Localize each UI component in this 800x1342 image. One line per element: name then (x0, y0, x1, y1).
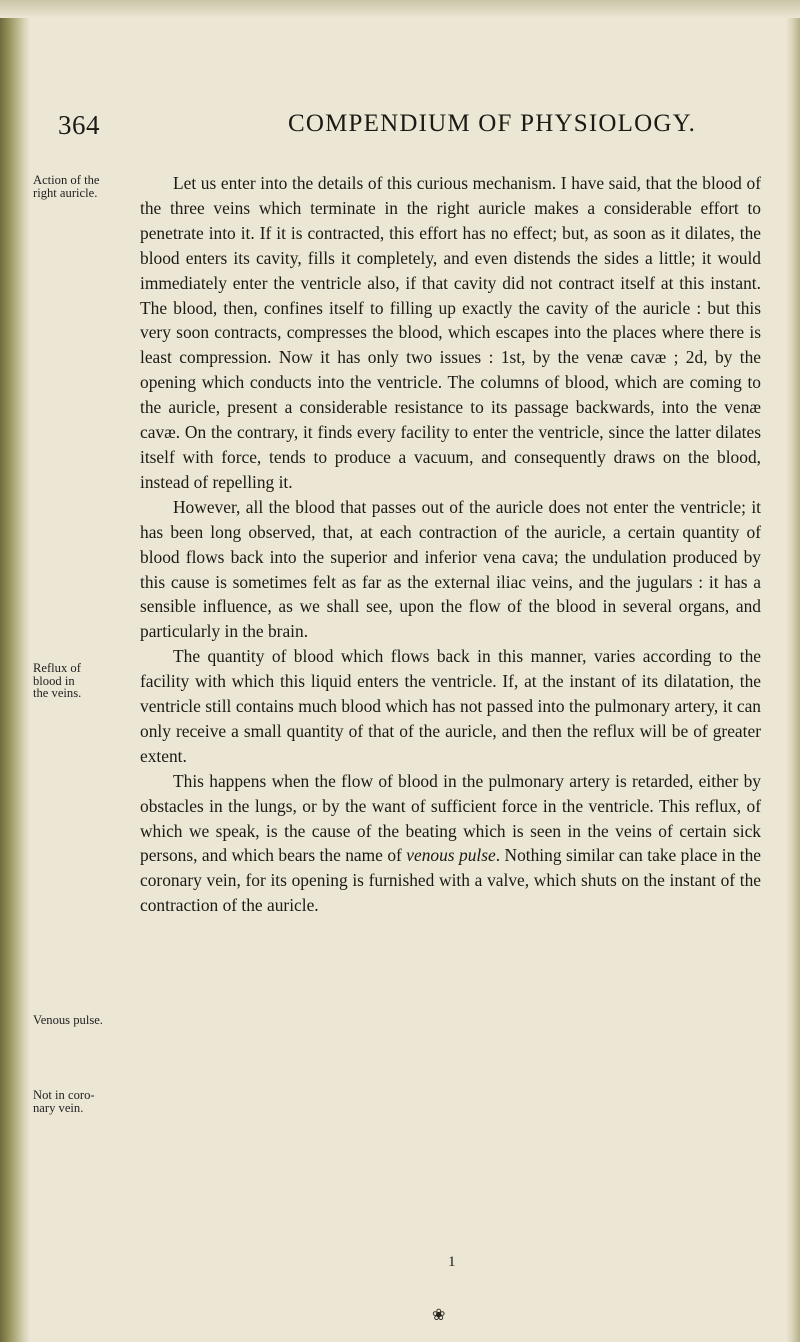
sidenote-venous-pulse (33, 1014, 133, 1027)
sidenote-not-in-coronary-vein (33, 1089, 133, 1114)
body-text (140, 171, 761, 918)
sidenote-line: nary vein. (33, 1100, 84, 1115)
sidenote-line: blood in (33, 673, 75, 688)
page-left-edge (0, 0, 30, 1342)
paragraph-text: . Nothing similar can take place in the coronary vein, for its opening is furnished with a valve, which shuts on the instant of the contraction of the auricle. (140, 845, 762, 916)
page-header (58, 110, 758, 150)
sidenote-line: Reflux of (33, 661, 81, 675)
paragraph-text: This happens when the flow of blood in the pulmonary artery is retarded, either by obstacles in the lungs, or by the want of sufficient force in the ventricle. This reflux, of which we speak, is the cause of the beating which is seen in the veins of certain sick persons, and which bears the name of (140, 770, 761, 866)
sidenote-line: right auricle. (33, 185, 98, 200)
page-number: 364 (58, 110, 100, 140)
italic-term: venous pulse (406, 845, 496, 866)
sidenote-line: Not in coro- (33, 1088, 95, 1102)
page-right-edge (786, 0, 800, 1342)
sidenote-line: Venous pulse. (33, 1013, 103, 1027)
sidenote-reflux-of-blood (33, 662, 133, 700)
signature-mark: 1 (448, 1254, 456, 1270)
paragraph: However, all the blood that passes out of the auricle does not enter the ventricle; it has been long observed, that, at each contraction of the auricle, a certain quantity of blood flows back into the superior and inferior vena cava; the undulation produced by this cause is sometimes felt as far as the external iliac veins, and the jugulars : it has a sensible influence, as we shall see, upon the flow of the blood in several organs, and particularly in the brain. (140, 496, 761, 642)
sidenote-line: Action of the (33, 173, 100, 187)
sidenote-action-of-auricle (33, 174, 133, 199)
paragraph (140, 769, 761, 918)
paragraph: Let us enter into the details of this curious mechanism. I have said, that the blood of the three veins which terminate in the right auricle makes a considerable effort to penetrate into it. If it is contracted, this effort has no effect; but, as soon as it dilates, the blood enters its cavity, fills it completely, and even distends the sides a little; it would immediately enter the ventricle also, if that cavity did not contract itself at this instant. The blood, then, confines itself to filling up exactly the cavity of the auricle : but this very soon contracts, compresses the blood, which escapes into the places where there is least compression. Now it has only two issues : 1st, by the venæ cavæ ; 2d, by the opening which conducts into the ventricle. The columns of blood, which are coming to the auricle, present a considerable resistance to its passage backwards, into the venæ cavæ. On the contrary, it finds every facility to enter the ventricle, since the latter dilates itself with force, tends to produce a vacuum, and consequently draws on the blood, instead of repelling it. (140, 173, 761, 492)
running-title: COMPENDIUM OF PHYSIOLOGY. (288, 110, 697, 137)
footer-ornament: ❀ (432, 1307, 446, 1324)
sidenote-line: the veins. (33, 686, 82, 700)
paragraph: The quantity of blood which flows back in this manner, varies according to the facility with which this liquid enters the ventricle. If, at the instant of its dilatation, the ventricle still contains much blood which has not passed into the pulmonary artery, it can only receive a small quantity of that of the auricle, and then the reflux will be of greater extent. (140, 646, 761, 766)
page-top-edge (0, 0, 800, 18)
